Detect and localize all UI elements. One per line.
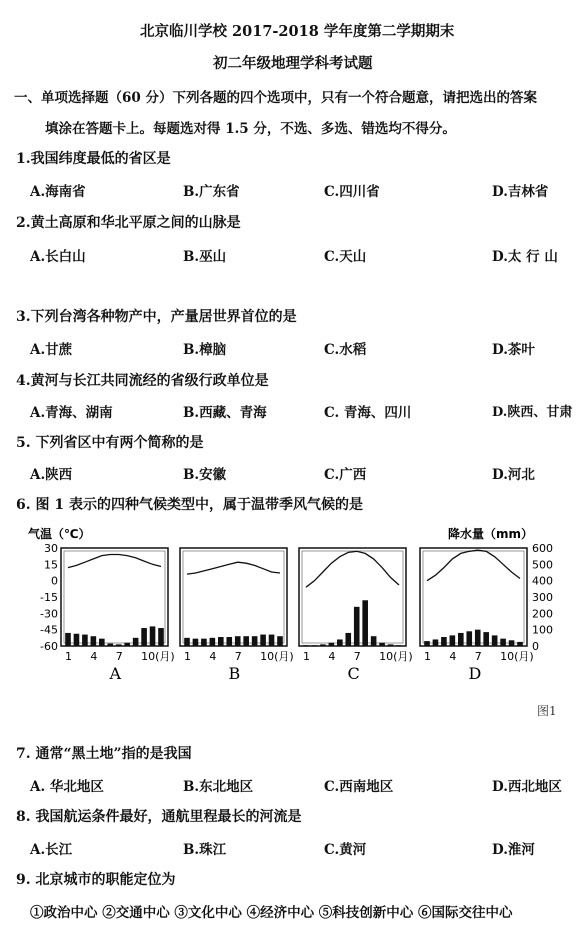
panel-label: B [228,664,241,683]
left-tick-label: 0 [51,574,58,588]
precipitation-bar [243,636,249,646]
option-d: D.茶叶 [492,342,535,358]
question-stem: 2.黄土高原和华北平原之间的山脉是 [16,215,241,231]
x-tick-label: 7 [474,650,482,663]
option-d: D.吉林省 [492,184,549,200]
option-c: C.水稻 [324,342,367,358]
option-c: C.黄河 [324,842,367,858]
precipitation-bar [329,643,335,646]
precipitation-bar [388,644,394,646]
precipitation-bar [124,643,130,646]
precipitation-bar [509,640,515,646]
x-tick-label: 7 [353,650,361,663]
precipitation-bar [424,641,430,646]
option-d: D.西北地区 [492,779,562,795]
precipitation-bar [65,633,71,646]
option-a: A.陕西 [30,467,73,483]
precipitation-bar [269,635,275,646]
question-stem: 6. 图 1 表示的四种气候类型中，属于温带季风气候的是 [16,497,363,513]
question-stem: 1.我国纬度最低的省区是 [16,151,171,167]
exam-title-line1: 北京临川学校 2017-2018 学年度第二学期期末 [140,23,455,40]
precipitation-bar [354,607,360,646]
right-tick-label: 100 [532,623,553,637]
precipitation-bar [475,630,481,646]
precipitation-bar [396,645,402,646]
option-c: C.天山 [324,249,367,265]
right-tick-label: 0 [532,640,539,653]
precipitation-bar [433,639,439,646]
precipitation-bar [184,638,190,646]
precipitation-bar [201,639,207,646]
question-stem: 4.黄河与长江共同流经的省级行政单位是 [16,373,269,389]
x-tick-label: 4 [328,650,336,663]
precipitation-bar [193,639,199,646]
question-stem: 8. 我国航运条件最好，通航里程最长的河流是 [16,809,302,825]
precipitation-bar [260,635,266,646]
precipitation-bar [379,643,385,646]
precipitation-bar [492,635,498,646]
option-a: A.长江 [30,842,73,858]
x-tick-label: 1 [184,650,191,663]
climate-chart [28,524,573,684]
right-tick-label: 300 [532,591,553,604]
left-tick-label: 15 [44,558,58,572]
right-tick-label: 600 [532,542,553,555]
right-axis-label: 降水量（mm） [448,527,534,541]
question-stem: 7. 通常“黑土地”指的是我国 [16,746,192,762]
precipitation-bar [116,644,122,646]
question-stem: 5. 下列省区中有两个简称的是 [16,435,204,451]
x-tick-label: 10(月) [379,650,413,663]
precipitation-bar [450,635,456,646]
precipitation-bar [277,636,283,646]
option-a: A.青海、湖南 [30,405,113,421]
precipitation-bar [91,636,97,646]
option-b: B.东北地区 [183,779,254,795]
x-tick-label: 1 [303,650,310,663]
option-d: D.淮河 [492,842,535,858]
option-b: B.安徽 [183,467,227,483]
option-d: D.太 行 山 [492,249,558,265]
precipitation-bar [226,637,232,646]
figure-caption: 图1 [537,704,557,718]
precipitation-bar [82,635,88,646]
precipitation-bar [252,636,258,646]
q9-items: ①政治中心 ②交通中心 ③文化中心 ④经济中心 ⑤科技创新中心 ⑥国际交往中心 [30,905,513,921]
exam-title-line2: 初二年级地理学科考试题 [213,55,373,72]
option-c: C.西南地区 [324,779,394,795]
left-tick-label: -60 [40,640,58,653]
precipitation-bar [312,645,318,646]
option-c: C. 青海、四川 [324,405,412,421]
x-tick-label: 10(月) [260,650,294,663]
option-b: B.珠江 [183,842,227,858]
panel-label: D [468,664,482,683]
option-b: B.广东省 [183,184,240,200]
left-tick-label: -45 [40,623,58,637]
x-tick-label: 10(月) [141,650,175,663]
precipitation-bar [441,637,447,646]
x-tick-label: 7 [115,650,123,663]
option-b: B.西藏、青海 [183,405,267,421]
option-b: B.樟脑 [183,342,227,358]
option-c: C.四川省 [324,184,380,200]
x-tick-label: 7 [234,650,242,663]
panel-label: C [347,664,360,683]
precipitation-bar [517,642,523,646]
section-intro-cont: 填涂在答题卡上。每题选对得 1.5 分，不选、多选、错选均不得分。 [45,121,456,137]
precipitation-bar [371,636,377,646]
x-tick-label: 4 [449,650,457,663]
left-tick-label: 30 [44,542,58,555]
precipitation-bar [337,639,343,646]
precipitation-bar [466,631,472,646]
option-b: B.巫山 [183,249,227,265]
x-tick-label: 1 [65,650,72,663]
precipitation-bar [210,638,216,646]
precipitation-bar [99,639,105,646]
right-tick-label: 400 [532,574,553,588]
right-tick-label: 200 [532,607,553,621]
x-tick-label: 10(月) [500,650,534,663]
precipitation-bar [133,638,139,646]
precipitation-bar [158,628,164,646]
precipitation-bar [483,632,489,646]
left-tick-label: -15 [40,591,58,604]
precipitation-bar [235,636,241,646]
precipitation-bar [345,633,351,646]
section-intro: 一、单项选择题（60 分）下列各题的四个选项中，只有一个符合题意，请把选出的答案 [14,90,537,106]
question-stem: 9. 北京城市的职能定位为 [16,872,176,888]
right-tick-label: 500 [532,558,553,572]
x-tick-label: 4 [90,650,98,663]
precipitation-bar [218,637,224,646]
option-a: A. 华北地区 [30,779,104,795]
precipitation-bar [303,645,309,646]
precipitation-bar [141,628,147,646]
option-d: D.河北 [492,467,535,483]
option-d: D.陕西、甘肃 [492,405,573,420]
precipitation-bar [150,626,156,646]
precipitation-bar [500,639,506,646]
x-tick-label: 1 [424,650,431,663]
option-a: A.甘蔗 [30,342,73,358]
x-tick-label: 4 [209,650,217,663]
precipitation-bar [320,644,326,646]
precipitation-bar [458,633,464,646]
precipitation-bar [107,644,113,646]
precipitation-bar [74,634,80,646]
precipitation-bar [362,600,368,646]
option-c: C.广西 [324,467,367,483]
left-tick-label: -30 [40,607,58,621]
question-stem: 3.下列台湾各种物产中，产量居世界首位的是 [16,309,297,325]
panel-label: A [109,664,122,683]
option-a: A.海南省 [30,184,86,200]
option-a: A.长白山 [30,249,86,265]
left-axis-label: 气温（℃） [28,527,91,541]
